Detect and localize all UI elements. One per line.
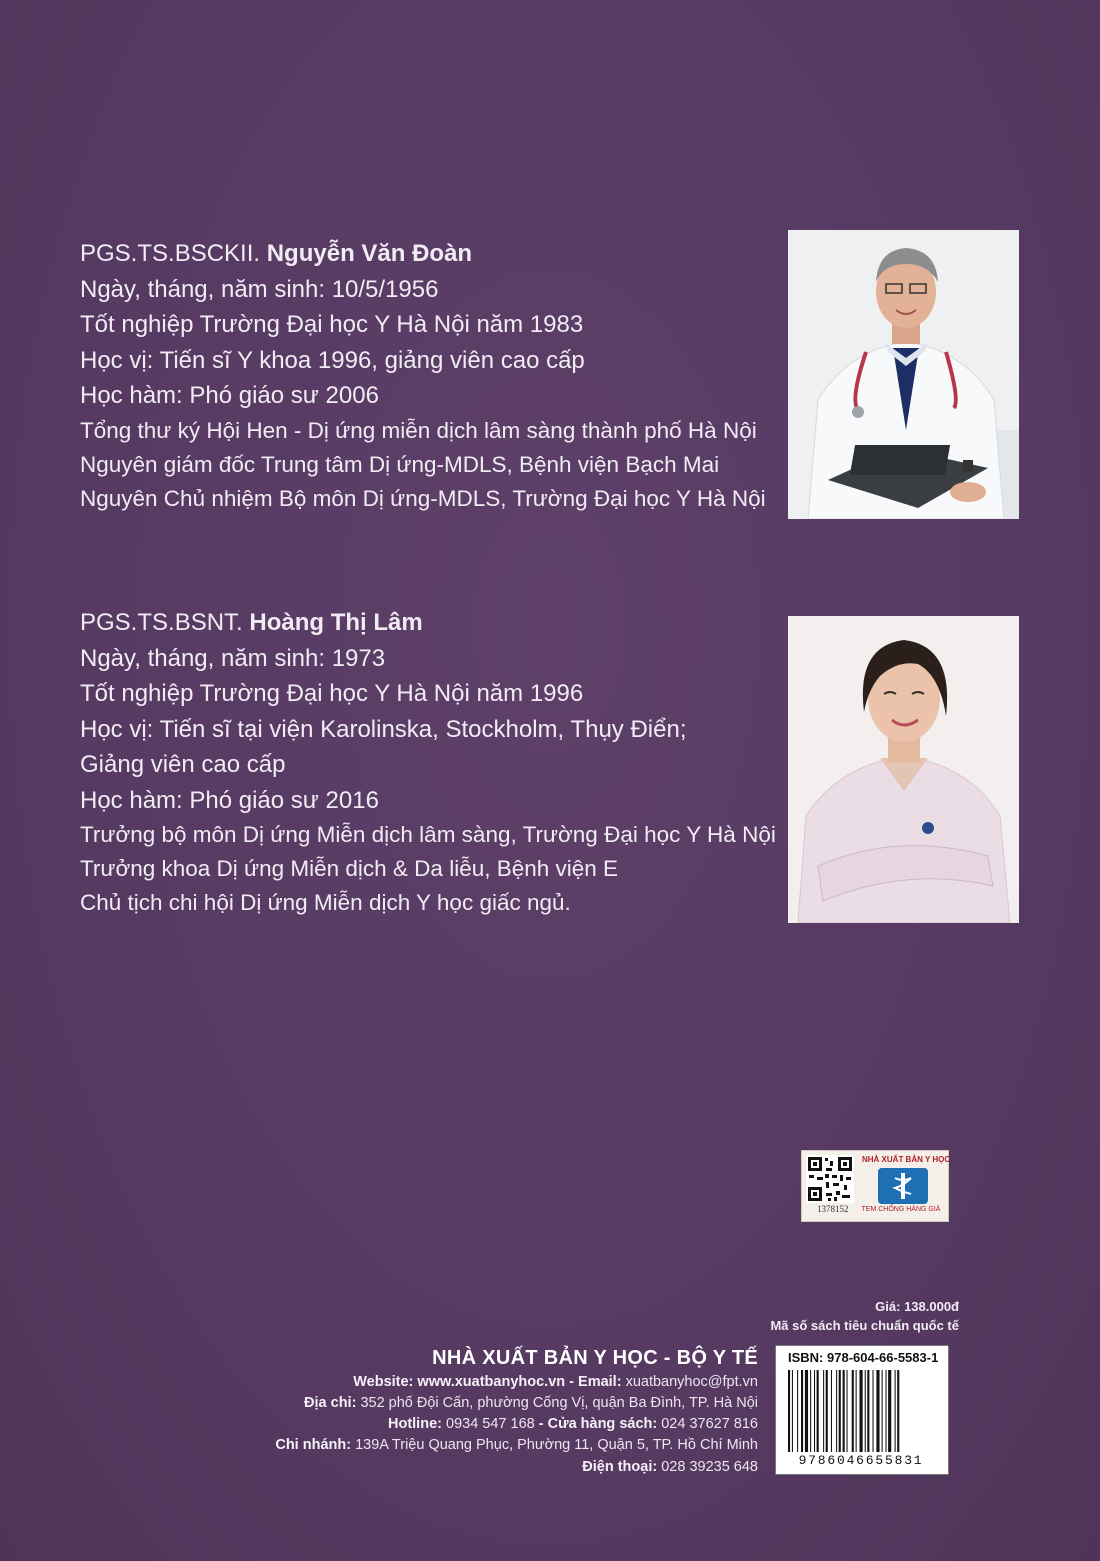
barcode-bar (867, 1370, 869, 1452)
contact-web-line (353, 1374, 758, 1390)
bio-line: Ngày, tháng, năm sinh: 1973 (80, 644, 386, 672)
barcode-bar (810, 1370, 811, 1452)
barcode-bar (792, 1370, 793, 1452)
branch-address: 139A Triệu Quang Phục, Phường 11, Quận 5, TP. Hồ Chí Minh (355, 1437, 758, 1453)
bio-line: Học hàm: Phó giáo sư 2016 (80, 786, 379, 814)
author-photo-2-illustration (788, 616, 1019, 923)
sticker-footer: TEM CHỐNG HÀNG GIẢ (861, 1206, 941, 1213)
bio-line: Nguyên Chủ nhiệm Bộ môn Dị ứng-MDLS, Trường Đại học Y Hà Nội (80, 485, 766, 511)
bio-line: Nguyên giám đốc Trung tâm Dị ứng-MDLS, Bệnh viện Bạch Mai (80, 451, 720, 477)
barcode-digits: 9786046655831 (798, 1453, 924, 1468)
bio-line: Tốt nghiệp Trường Đại học Y Hà Nội năm 1983 (80, 311, 584, 338)
barcode-bar (814, 1370, 815, 1452)
phone-label: Điện thoại: (582, 1459, 658, 1475)
phone: 028 39235 648 (661, 1459, 758, 1475)
barcode-bar (843, 1370, 845, 1452)
hotline: 0934 547 168 (446, 1416, 535, 1432)
author-name: Nguyễn Văn Đoàn (266, 240, 473, 267)
shop-phone: 024 37627 816 (661, 1416, 758, 1432)
isbn-label: Mã số sách tiêu chuẩn quốc tế (770, 1318, 959, 1333)
bio-line: Học vị: Tiến sĩ Y khoa 1996, giảng viên cao cấp (80, 346, 585, 374)
branch-label: Chi nhánh: (275, 1437, 352, 1453)
barcode-bar (801, 1370, 803, 1452)
qr-code-icon (806, 1155, 854, 1203)
address-label: Địa chỉ: (304, 1395, 357, 1411)
barcode-bar (831, 1370, 832, 1452)
barcode-bar (876, 1370, 879, 1452)
barcode-bar (817, 1370, 819, 1452)
barcode-bars (786, 1370, 936, 1452)
barcode-bar (860, 1370, 863, 1452)
barcode-bar (797, 1370, 798, 1452)
barcode-bar (895, 1370, 896, 1452)
barcode-bar (839, 1370, 841, 1452)
publisher-name: NHÀ XUẤT BẢN Y HỌC - BỘ Y TẾ (432, 1347, 758, 1369)
contact-branch-line (275, 1437, 758, 1453)
barcode-bar (805, 1370, 808, 1452)
author-photo-1 (788, 230, 1019, 519)
barcode-bar (836, 1370, 837, 1452)
author-title-line (80, 605, 776, 641)
author-bio-1 (80, 236, 766, 516)
barcode-bar (826, 1370, 828, 1452)
barcode-bar (847, 1370, 848, 1452)
price: Giá: 138.000đ (875, 1299, 959, 1314)
bio-line: Học vị: Tiến sĩ tại viện Karolinska, Stockholm, Thụy Điển; (80, 715, 687, 743)
barcode-bar (823, 1370, 824, 1452)
author-bio-2 (80, 605, 776, 920)
bio-line: Tốt nghiệp Trường Đại học Y Hà Nội năm 1996 (80, 680, 584, 707)
contact-hotline-line (388, 1416, 758, 1432)
bio-line: Trưởng bộ môn Dị ứng Miễn dịch lâm sàng, Trường Đại học Y Hà Nội (80, 822, 776, 847)
website-label: Website: (353, 1374, 414, 1390)
barcode-bar (865, 1370, 866, 1452)
author-photo-2 (788, 616, 1019, 923)
sticker-serial: 1378152 (817, 1204, 849, 1214)
contact-address-line (304, 1395, 758, 1411)
isbn-number: ISBN: 978-604-66-5583-1 (788, 1350, 939, 1365)
medical-emblem-icon (878, 1168, 928, 1204)
bio-line: Học hàm: Phó giáo sư 2006 (80, 382, 379, 409)
bio-line: Tổng thư ký Hội Hen - Dị ứng miễn dịch lâm sàng thành phố Hà Nội (80, 417, 757, 443)
shop-label: - Cửa hàng sách: (538, 1416, 658, 1432)
barcode-bar (873, 1370, 874, 1452)
address: 352 phố Đội Cấn, phường Cống Vị, quận Ba Đình, TP. Hà Nội (360, 1395, 758, 1411)
hotline-label: Hotline: (388, 1416, 442, 1432)
author-photo-1-illustration (788, 230, 1019, 519)
barcode-bar (788, 1370, 790, 1452)
barcode-bar (897, 1370, 899, 1452)
bio-line: Trưởng khoa Dị ứng Miễn dịch & Da liễu, Bệnh viện E (80, 856, 619, 881)
barcode-bar (888, 1370, 891, 1452)
author-prefix: PGS.TS.BSNT. (80, 609, 243, 636)
barcode-bar (856, 1370, 857, 1452)
website: www.xuatbanyhoc.vn (417, 1374, 566, 1390)
barcode-bar (886, 1370, 887, 1452)
contact-phone-line (582, 1459, 758, 1475)
author-name: Hoàng Thị Lâm (249, 609, 423, 636)
email: xuatbanyhoc@fpt.vn (625, 1374, 758, 1390)
barcode-bar (882, 1370, 883, 1452)
bio-line: Ngày, tháng, năm sinh: 10/5/1956 (80, 275, 439, 303)
author-title-line (80, 236, 766, 272)
email-label: - Email: (569, 1374, 622, 1390)
bio-line: Chủ tịch chi hội Dị ứng Miễn dịch Y học giấc ngủ. (80, 890, 571, 915)
sticker-title: NHÀ XUẤT BẢN Y HỌC (862, 1155, 951, 1164)
author-prefix: PGS.TS.BSCKII. (80, 240, 261, 267)
bio-line: Giảng viên cao cấp (80, 751, 286, 778)
barcode-bar (852, 1370, 854, 1452)
